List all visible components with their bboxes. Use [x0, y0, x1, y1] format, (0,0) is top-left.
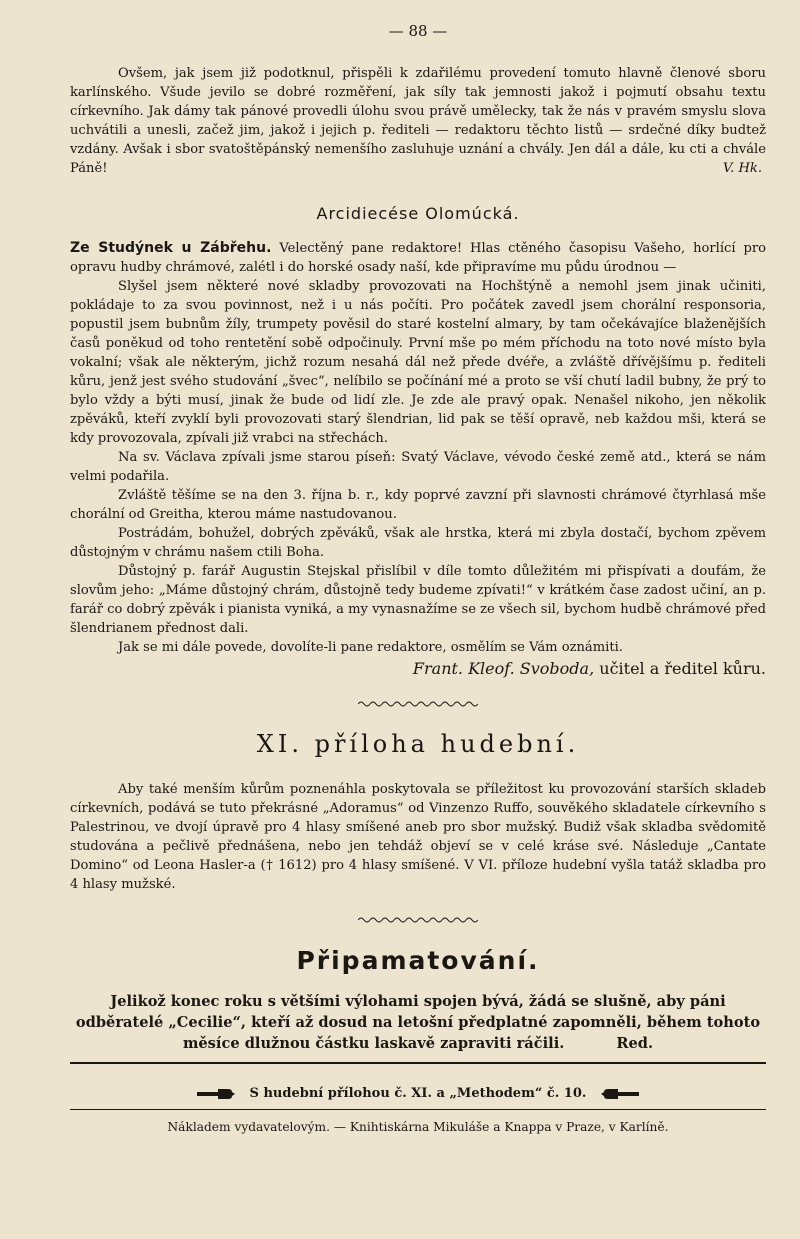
letter-signature: [70, 659, 766, 678]
intro-paragraph: [70, 64, 766, 178]
notice-text: Jelikož konec roku s většími výlohami spojen bývá, žádá se slušně, aby páni odběratelé „Cecilie“, kteří až dosud na letošní předplatné zapomněli, během tohoto měsíce dlužnou částku laskavě zapraviti ráčili.: [75, 993, 761, 1052]
letter-paragraph: Důstojný p. farář Augustin Stejskal přislíbil v díle tomto důležitém mi přispívati a doufám, že slovům jeho: „Máme důstojný chrám, důstojně tedy budeme zpívati!“ v krátkém čase zadost učiní, an p. farář co dobrý zpěvák i pianista vyniká, a my vynasnažíme se ze všech sil, bychom hudbě chrámové před šlendrianem přednost dali.: [70, 564, 766, 636]
intro-signature: V. Hk.: [722, 161, 762, 176]
letter-paragraph: Na sv. Václava zpívali jsme starou píseň: Svatý Václave, vévodo české země atd., která se nám velmi podařila.: [70, 450, 766, 484]
supplement-paragraph: Aby také menším kůrům poznenáhla poskytovala se příležitost ku provozování starších skladeb církevních, podává se tuto překrásné „Adoramus“ od Vinzenzo Ruffo, souvěkého skladatele církevního s Palestrinou, ve dvojí úpravě pro 4 hlasy smíšené aneb pro sbor mužský. Budiž však skladba svědomitě studována a pečlivě přednášena, nebo jen tehdáž objeví se v celé kráse své. Následuje „Cantate Domino“ od Leona Hasler-a († 1612) pro 4 hlasy smíšené. V VI. příloze hudební vyšla tatáž skladba pro 4 hlasy mužské.: [70, 782, 766, 892]
wavy-divider: [358, 700, 478, 708]
section-heading: Arcidiecése Olomúcká.: [316, 204, 520, 223]
letter-paragraph: Postrádám, bohužel, dobrých zpěváků, však ale hrstka, která mi zbyla dostačí, bychom zpěvem důstojným v chrámu našem ctili Boha.: [70, 526, 766, 560]
letter-paragraph: Slyšel jsem některé nové skladby provozovati na Hochštýně a nemohl jsem jinak učiniti, pokládaje to za svou povinnost, než i u nás počíti. Pro počátek zavedl jsem chorální responsoria, popustil jsem bubnům žíly, trumpety pověsil do staré kostelní almary, by tam očekávajíce blaženějších časů poněkud od toho rentetění sobě odpočinuly. První mše po mém příchodu na toto nové místo byla vokalní; však ale některým, jichž rozum nesahá dál než přede dvéře, a zvláště dřívějšímu p. řediteli kůru, jenž jest svého studování „švec“, nelíbilo se počínání mé a proto se vší chutí ladil bubny, že prý to bylo vždy a býti musí, jinak že bude od lidí zle. Je zde ale pravý opak. Nenašel nikoho, jen několik zpěváků, kteří zvyklí byli provozovati starý šlendrian, lid pak se těší opravě, neb každou mši, která se kdy provozovala, zpívali již vrabci na střechách.: [70, 279, 766, 446]
divider-rule: [70, 1109, 766, 1110]
notice-title: Připamatování.: [296, 946, 540, 975]
enclosure-line: [70, 1086, 766, 1101]
letter-opening-paragraph: [70, 239, 766, 277]
notice-paragraph: [70, 991, 766, 1054]
pointing-hand-right-icon: [196, 1087, 236, 1101]
supplement-heading: XI. příloha hudební.: [256, 730, 580, 758]
letter-signature-name: Frant. Kleof. Svoboda,: [412, 659, 595, 678]
pointing-hand-left-icon: [600, 1087, 640, 1101]
divider-rule: [70, 1062, 766, 1064]
page-number: — 88 —: [388, 22, 448, 40]
wavy-divider: [358, 916, 478, 924]
imprint: Nákladem vydavatelovým. — Knihtiskárna Mikuláše a Knappa v Praze, v Karlíně.: [167, 1120, 669, 1134]
intro-text: Ovšem, jak jsem již podotknul, přispěli k zdařilému provedení tomuto hlavně členové sboru karlínského. Všude jevilo se dobré rozměření, jak síly tak jemnosti jakož i pojmutí obsahu textu církevního. Jak dámy tak pánové provedli úlohu svou právě umělecky, tak že nás v pravém smyslu slova uchvátili a unesli, začež jim, jakož i jejich p. řediteli — redaktoru těchto listů — srdečné díky budtež vzdány. Avšak i sbor svatoštěpánský nemenšího zasluhuje uznání a chvály. Jen dál a dále, ku cti a chvále Páně!: [70, 66, 766, 176]
letter-paragraph: Zvláště těšíme se na den 3. října b. r., kdy poprvé zavzní při slavnosti chrámové čtyrhlasá mše chorální od Greitha, kterou máme nastudovanou.: [70, 488, 766, 522]
enclosure-text: S hudební přílohou č. XI. a „Methodem“ č. 10.: [249, 1086, 587, 1101]
notice-sign: Red.: [616, 1035, 654, 1052]
letter-place: Ze Studýnek u Zábřehu.: [70, 240, 272, 256]
letter-signature-title: učitel a ředitel kůru.: [599, 659, 766, 678]
letter-paragraph: Jak se mi dále povede, dovolíte-li pane redaktore, osmělím se Vám oznámiti.: [118, 640, 623, 655]
letter-opening: Velectěný pane redaktore! Hlas ctěného časopisu Vašeho, horlící pro opravu hudby chrámové, zalétl i do horské osady naší, kde připravíme mu půdu úrodnou —: [70, 241, 767, 275]
